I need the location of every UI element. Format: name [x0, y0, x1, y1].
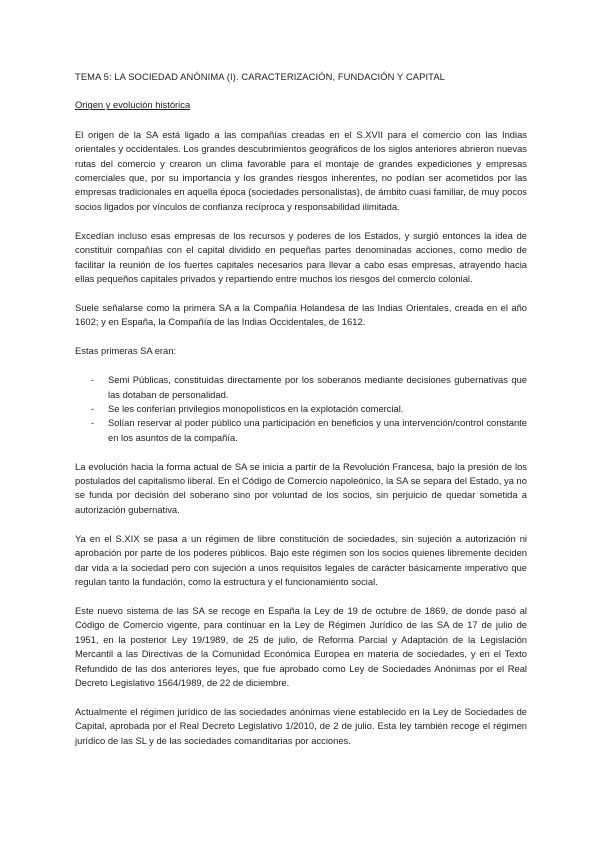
characteristics-list	[75, 373, 527, 445]
paragraph-xix-century: Ya en el S.XIX se pasa a un régimen de libre constitución de sociedades, sin sujeción a autorización ni aprobación por parte de los poderes públicos. Bajo este régimen son los socios quienes libremente deciden dar vida a la sociedad pero con sujeción a unos requisitos legales de carácter básicamente imperativo que regulan tanto la fundación, como la estructura y el funcionamiento social.	[75, 532, 527, 587]
paragraph-current-regime: Actualmente el régimen jurídico de las sociedades anónimas viene establecido en la Ley de Sociedades de Capital, aprobada por el Real Decreto Legislativo 1/2010, de 2 de julio. Esta ley también recoge el régimen jurídico de las SL y de las sociedades comanditarias por acciones.	[75, 705, 527, 746]
paragraph-origin: El origen de la SA está ligado a las compañías creadas en el S.XVII para el comercio con las Indias orientales y occidentales. Los grandes descubrimientos geográficos de los siglos anteriores abrieron nuevas rutas del comercio y crearon un clima favorable para el montaje de grandes expediciones y empresas comerciales que, por su importancia y los grandes riesgos inherentes, no podían ser acometidos por las empresas tradicionales en aquella época (sociedades personalistas), de ámbito cuasi familiar, de muy pocos socios ligados por vínculos de confianza recíproca y responsabilidad ilimitada.	[75, 128, 527, 212]
paragraph-first-sa: Suele señalarse como la primera SA a la Compañía Holandesa de las Indias Orientales, creada en el año 1602; y en España, la Compañía de las Indias Occidentales, de 1612.	[75, 301, 527, 328]
paragraph-french-revolution: La evolución hacia la forma actual de SA se inicia a partir de la Revolución Francesa, bajo la presión de los postulados del capitalismo liberal. En el Código de Comercio napoleónico, la SA se separa del Estado, ya no se funda por decisión del soberano sino por voluntad de los socios, sin perjuicio de quedar sometida a autorización gubernativa.	[75, 460, 527, 515]
document-body	[75, 70, 527, 763]
list-item	[75, 416, 527, 445]
section-heading: Origen y evolución histórica	[75, 99, 191, 111]
list-item-text: Semi Públicas, constituidas directamente por los soberanos mediante decisiones gubernativas que las dotaban de personalidad.	[108, 374, 527, 400]
list-item-text: Solían reservar al poder público una participación en beneficios y una intervención/control constante en los asuntos de la compañía.	[108, 417, 527, 443]
list-marker: -	[91, 417, 95, 429]
list-item-text: Se les conferían privilegios monopolísticos en la explotación comercial.	[108, 402, 404, 414]
document-title: TEMA 5: LA SOCIEDAD ANÓNIMA (I). CARACTERIZACIÓN, FUNDACIÓN Y CAPITAL	[75, 71, 445, 82]
list-marker: -	[91, 402, 95, 414]
paragraph-list-intro: Estas primeras SA eran:	[75, 345, 177, 357]
paragraph-shares: Excedían incluso esas empresas de los recursos y poderes de los Estados, y surgió entonces la idea de constituir compañías con el capital dividido en pequeñas partes denominadas acciones, como medio de facilitar la reunión de los fuertes capitales necesarios para llevar a cabo esas empresas, atrayendo hacia ellas pequeños capitales privados y repartiendo entre muchos los riesgos del comercio colonial.	[75, 229, 527, 284]
list-item	[75, 373, 527, 402]
list-marker: -	[91, 374, 95, 386]
list-item	[75, 402, 527, 416]
paragraph-spanish-law: Este nuevo sistema de las SA se recoge en España la Ley de 19 de octubre de 1869, de donde pasó al Código de Comercio vigente, para continuar en la Ley de Régimen Jurídico de las SA de 17 de julio de 1951, en la posterior Ley 19/1989, de 25 de julio, de Reforma Parcial y Adaptación de la Legislación Mercantil a las Directivas de la Comunidad Económica Europea en materia de sociedades, y en el Texto Refundido de las dos anteriores leyes, que fue aprobado como Ley de Sociedades Anónimas por el Real Decreto Legislativo 1564/1989, de 22 de diciembre.	[75, 604, 527, 688]
